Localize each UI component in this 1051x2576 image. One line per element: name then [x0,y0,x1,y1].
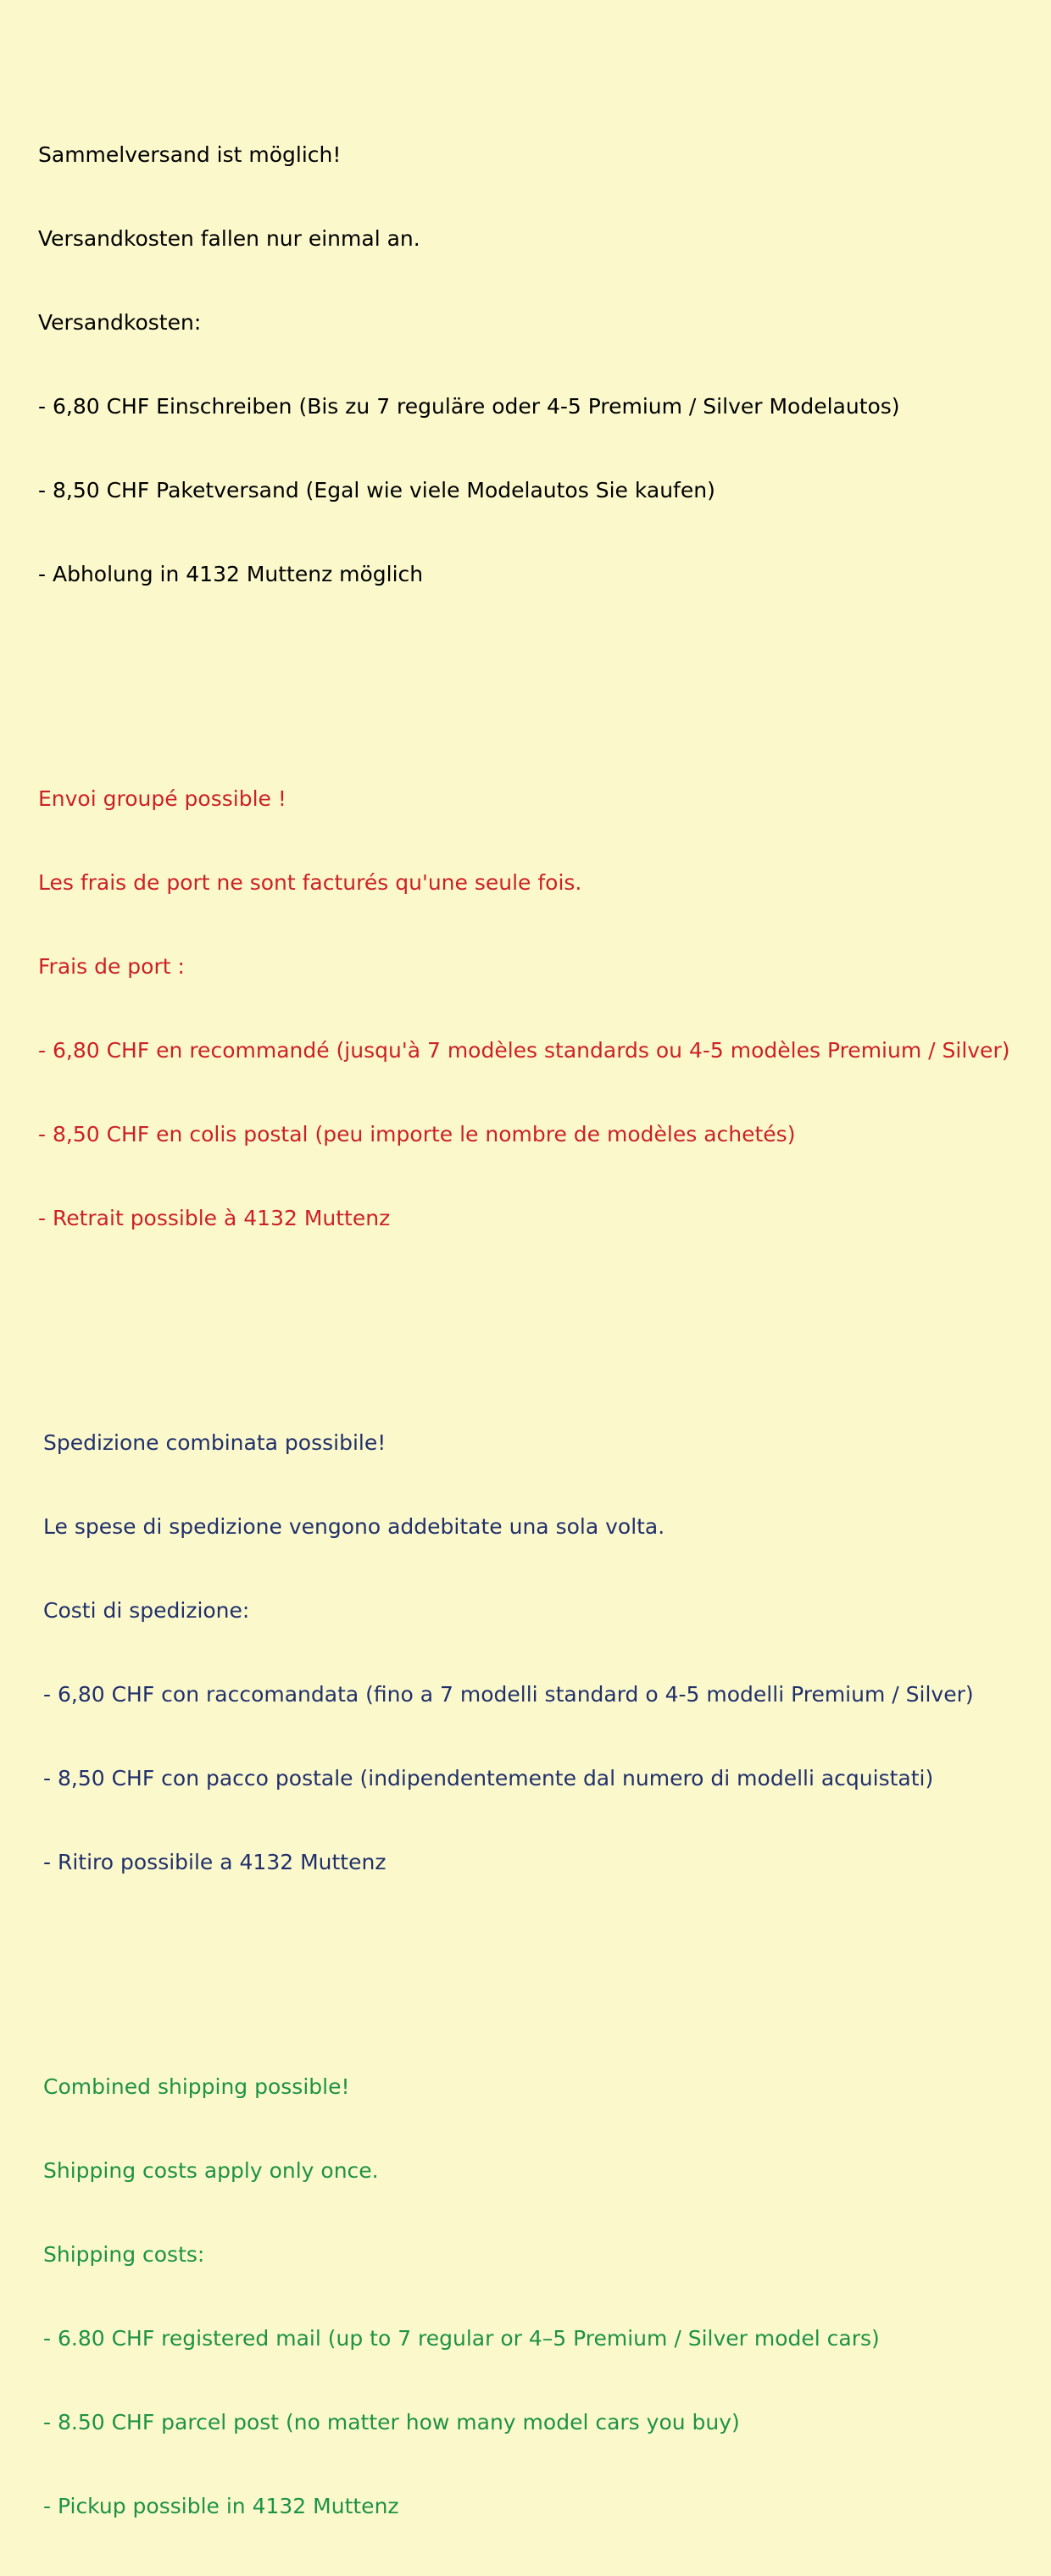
text-line: - 8,50 CHF con pacco postale (indipendentemente dal numero di modelli acquistati) [43,1766,934,1790]
shipping-info-french [38,729,1034,1288]
text-line: Frais de port : [38,954,185,979]
text-line: Versandkosten: [38,310,202,335]
text-line: Le spese di spedizione vengono addebitate una sola volta. [43,1514,665,1539]
text-line: - Ritiro possibile a 4132 Muttenz [43,1850,386,1874]
text-line: - 6,80 CHF en recommandé (jusqu'à 7 modèles standards ou 4-5 modèles Premium / Silver) [38,1038,1010,1063]
text-line: Shipping costs: [43,2242,205,2267]
shipping-info-italian [38,1373,1034,1932]
text-line: Combined shipping possible! [43,2074,350,2099]
text-line: Costi di spedizione: [43,1598,250,1623]
text-line: - Abholung in 4132 Muttenz möglich [38,562,424,586]
text-line: Envoi groupé possible ! [38,786,286,811]
text-line: - Retrait possible à 4132 Muttenz [38,1206,391,1230]
text-line: Spedizione combinata possibile! [43,1430,386,1455]
text-line: - 8.50 CHF parcel post (no matter how many model cars you buy) [43,2410,740,2434]
text-line: Sammelversand ist möglich! [38,142,342,167]
text-line: - 8,50 CHF en colis postal (peu importe le nombre de modèles achetés) [38,1122,796,1146]
text-line: - 8,50 CHF Paketversand (Egal wie viele Modelautos Sie kaufen) [38,478,715,502]
text-line: Shipping costs apply only once. [43,2158,379,2183]
shipping-info-english [38,2017,1034,2576]
text-line: - Pickup possible in 4132 Muttenz [43,2494,399,2518]
text-line: - 6,80 CHF Einschreiben (Bis zu 7 reguläre oder 4-5 Premium / Silver Modelautos) [38,394,900,419]
text-line: - 6,80 CHF con raccomandata (fino a 7 modelli standard o 4-5 modelli Premium / Silver) [43,1682,974,1707]
text-line: - 6.80 CHF registered mail (up to 7 regular or 4–5 Premium / Silver model cars) [43,2326,880,2351]
shipping-info-german [38,85,1034,644]
text-line: Les frais de port ne sont facturés qu'une seule fois. [38,870,582,895]
text-line: Versandkosten fallen nur einmal an. [38,226,420,251]
